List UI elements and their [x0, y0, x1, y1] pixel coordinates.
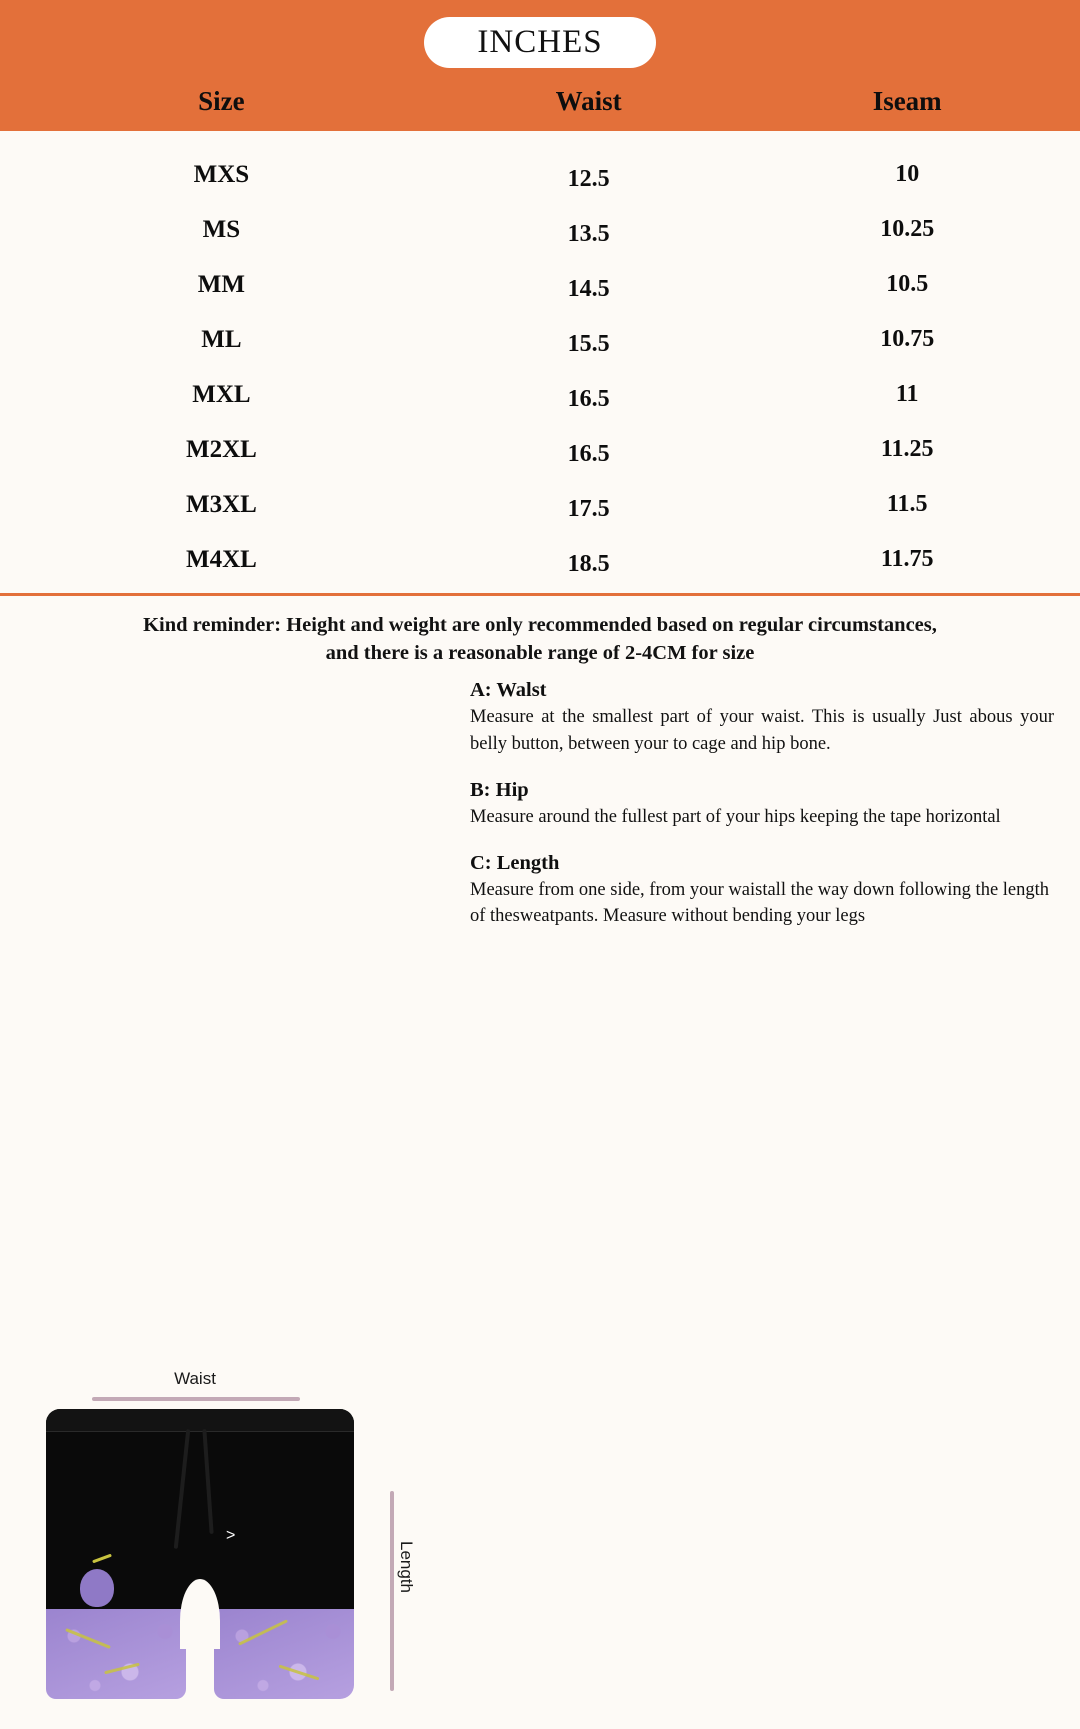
instruction-text-waist: Measure at the smallest part of your waist. This is usually Just abous your belly button, between your to cage and hip bone. — [470, 707, 1054, 754]
waist-measure-line — [92, 1397, 300, 1401]
cell-iseam: 10.5 — [886, 271, 929, 297]
cell-iseam: 11 — [895, 381, 919, 407]
table-row — [0, 477, 1080, 532]
cell-size: MM — [197, 270, 245, 298]
measure-instructions — [470, 679, 1080, 1069]
brand-logo-icon — [80, 1569, 114, 1607]
shorts-liner-right — [214, 1609, 354, 1699]
cell-size: MXL — [192, 380, 251, 408]
column-header-waist: Waist — [555, 86, 622, 116]
waist-measure-label: Waist — [174, 1369, 216, 1389]
cell-waist: 16.5 — [567, 386, 610, 412]
cell-iseam: 11.5 — [886, 491, 928, 517]
measure-guide-section — [0, 673, 1080, 1594]
table-row — [0, 532, 1080, 587]
instruction-text-hip: Measure around the fullest part of your hips keeping the tape horizontal — [470, 806, 1001, 827]
shorts-waistband — [46, 1409, 354, 1432]
unit-badge: INCHES — [424, 17, 656, 68]
cell-waist: 12.5 — [567, 166, 610, 192]
instruction-title-hip: B: Hip — [470, 778, 529, 801]
instruction-text-length: Measure from one side, from your waistall the way down following the length of thesweatpants. Measure without bending your legs — [470, 880, 1050, 927]
size-table — [0, 131, 1080, 593]
table-row — [0, 422, 1080, 477]
cell-iseam: 10.25 — [880, 216, 935, 242]
cell-iseam: 11.25 — [880, 436, 934, 462]
cell-iseam: 11.75 — [880, 546, 934, 572]
shorts-liner-left — [46, 1609, 186, 1699]
table-row — [0, 312, 1080, 367]
instruction-title-waist: A: Walst — [470, 679, 547, 702]
cell-waist: 15.5 — [567, 331, 610, 357]
table-header-row — [0, 86, 1080, 117]
cell-size: M2XL — [185, 435, 257, 463]
reminder-line-2: and there is a reasonable range of 2-4CM for size — [325, 641, 755, 664]
length-measure-label: Length — [397, 1541, 416, 1594]
instruction-block-length — [470, 852, 1054, 930]
reminder-line-1: Kind reminder: Height and weight are only recommended based on regular circumstances, — [143, 614, 937, 636]
table-row — [0, 367, 1080, 422]
cell-size: MS — [202, 215, 241, 243]
table-row — [0, 202, 1080, 257]
cell-iseam: 10 — [895, 161, 920, 187]
cell-waist: 17.5 — [567, 496, 610, 522]
shorts-stitch-mark-icon: > — [226, 1527, 236, 1545]
cell-waist: 16.5 — [567, 441, 610, 467]
cell-size: MXS — [193, 160, 250, 188]
instruction-block-hip — [470, 779, 1054, 830]
kind-reminder — [0, 596, 1080, 673]
table-row — [0, 147, 1080, 202]
cell-size: ML — [201, 325, 242, 353]
cell-waist: 18.5 — [567, 551, 610, 577]
shorts-illustration — [30, 1409, 370, 1729]
chart-header — [0, 0, 1080, 131]
instruction-block-waist — [470, 679, 1054, 757]
instruction-title-length: C: Length — [470, 852, 560, 875]
cell-waist: 13.5 — [567, 221, 610, 247]
column-header-size: Size — [198, 86, 245, 116]
cell-size: M4XL — [185, 545, 257, 573]
table-row — [0, 257, 1080, 312]
cell-waist: 14.5 — [567, 276, 610, 302]
cell-iseam: 10.75 — [880, 326, 935, 352]
cell-size: M3XL — [185, 490, 257, 518]
shorts-diagram — [0, 679, 470, 1594]
column-header-iseam: Iseam — [872, 86, 942, 116]
length-measure-line — [390, 1491, 394, 1691]
